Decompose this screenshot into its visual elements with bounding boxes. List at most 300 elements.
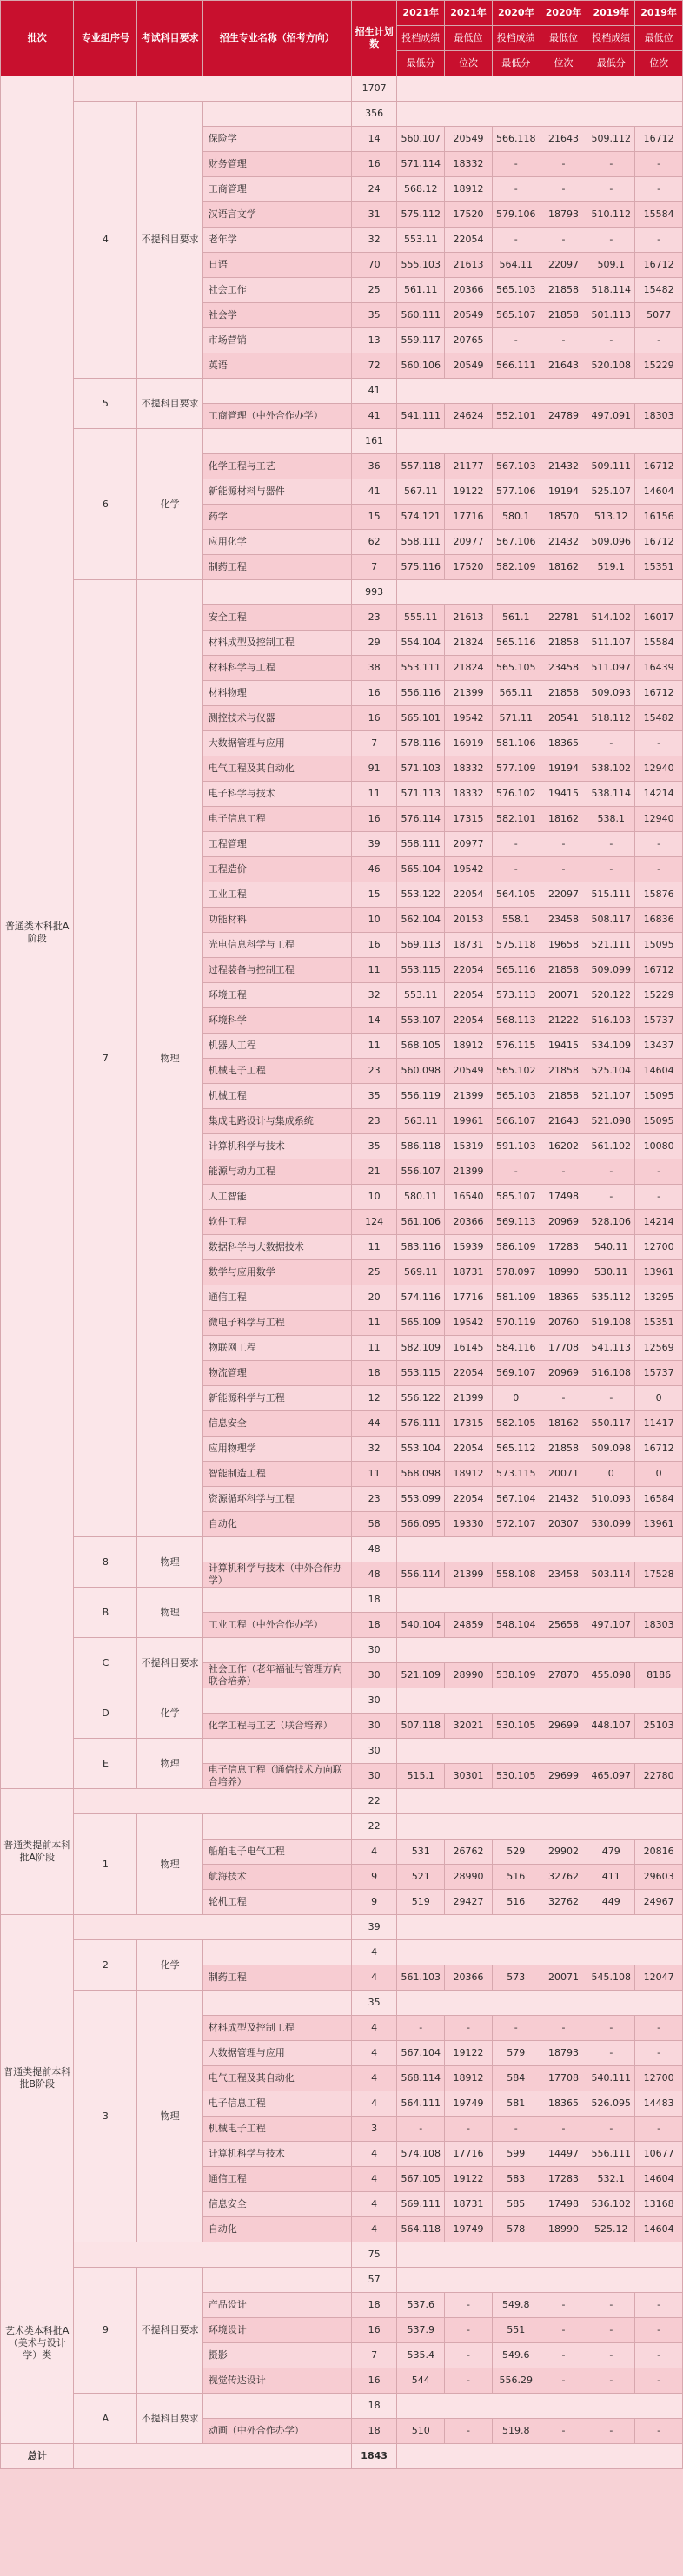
rank-2020-cell: 18162 [540,1411,587,1437]
score-2021-cell: 576.114 [397,807,445,832]
score-2020-cell: 549.6 [492,2343,540,2368]
score-2020-cell: 585.107 [492,1185,540,1210]
rank-2021-cell: 22054 [445,1361,493,1386]
score-2020-cell: 585 [492,2192,540,2217]
major-name-cell: 物流管理 [202,1361,351,1386]
major-name-cell: 集成电路设计与集成系统 [202,1109,351,1134]
grand-total-value: 1843 [351,2444,396,2469]
header-sub2: 最低分 [397,51,445,76]
rank-2021-cell: 19122 [445,479,493,505]
rank-2021-cell: 22054 [445,228,493,253]
score-2020-cell: 582.101 [492,807,540,832]
rank-2021-cell: 21613 [445,253,493,278]
empty-cell [202,429,351,454]
major-name-cell: 环境设计 [202,2318,351,2343]
major-name-cell: 工程管理 [202,832,351,857]
batch-total-row [1,1789,683,1814]
subject-req-cell: 不提科目要求 [137,102,202,379]
score-2021-cell: 519 [397,1890,445,1915]
rank-2021-cell: 16919 [445,731,493,756]
rank-2021-cell: 20549 [445,1059,493,1084]
score-2020-cell: 584.116 [492,1336,540,1361]
rank-2020-cell: 27870 [540,1663,587,1688]
rank-2019-cell: 15482 [635,278,683,303]
score-2019-cell: 538.102 [587,756,635,782]
rank-2020-cell: 21858 [540,1084,587,1109]
major-name-cell: 环境工程 [202,983,351,1008]
empty-cell [74,2242,351,2268]
grand-total-label: 总计 [1,2444,74,2469]
score-2021-cell: 571.113 [397,782,445,807]
score-2020-cell: - [492,228,540,253]
score-2021-cell: 565.104 [397,857,445,882]
major-name-cell: 电子科学与技术 [202,782,351,807]
rank-2020-cell: 23458 [540,908,587,933]
plan-count-cell: 13 [351,328,396,353]
rank-2019-cell: - [635,2318,683,2343]
score-2019-cell: 556.111 [587,2142,635,2167]
score-2019-cell: 514.102 [587,605,635,631]
empty-cell [397,1688,683,1714]
plan-count-cell: 9 [351,1865,396,1890]
score-2019-cell: 509.093 [587,681,635,706]
major-name-cell: 摄影 [202,2343,351,2368]
rank-2021-cell: 17716 [445,505,493,530]
rank-2019-cell: 14604 [635,2217,683,2242]
rank-2021-cell: 17716 [445,1285,493,1311]
subject-req-cell: 物理 [137,1814,202,1915]
group-total-value: 993 [351,580,396,605]
score-2019-cell: 511.097 [587,656,635,681]
plan-count-cell: 4 [351,2192,396,2217]
major-name-cell: 电子信息工程 [202,2091,351,2117]
score-2019-cell: - [587,2041,635,2066]
rank-2019-cell: 13961 [635,1260,683,1285]
rank-2021-cell: 22054 [445,1437,493,1462]
rank-2021-cell: 19122 [445,2167,493,2192]
plan-count-cell: 16 [351,681,396,706]
rank-2019-cell: - [635,1185,683,1210]
major-name-cell: 功能材料 [202,908,351,933]
major-name-cell: 保险学 [202,127,351,152]
empty-cell [397,580,683,605]
empty-cell [74,1789,351,1814]
rank-2019-cell: 14604 [635,479,683,505]
score-2020-cell: 564.105 [492,882,540,908]
rank-2019-cell: 0 [635,1462,683,1487]
score-2019-cell: 465.097 [587,1764,635,1789]
plan-count-cell: 7 [351,731,396,756]
plan-count-cell: 46 [351,857,396,882]
group-total-value: 57 [351,2268,396,2293]
score-2020-cell: 599 [492,2142,540,2167]
rank-2021-cell: 18731 [445,1260,493,1285]
rank-2021-cell: 21399 [445,1159,493,1185]
rank-2020-cell: 29699 [540,1714,587,1739]
group-no-cell: 6 [74,429,137,580]
empty-cell [397,2444,683,2469]
empty-cell [202,580,351,605]
subject-req-cell: 不提科目要求 [137,379,202,429]
rank-2020-cell: 21858 [540,631,587,656]
major-name-cell: 测控技术与仪器 [202,706,351,731]
plan-count-cell: 4 [351,2091,396,2117]
rank-2020-cell: 32762 [540,1865,587,1890]
major-name-cell: 机械工程 [202,1084,351,1109]
rank-2019-cell: 14214 [635,782,683,807]
group-total-row [1,429,683,454]
rank-2021-cell: 17520 [445,202,493,228]
rank-2019-cell: 14604 [635,1059,683,1084]
score-2020-cell: 556.29 [492,2368,540,2394]
rank-2019-cell: 14214 [635,1210,683,1235]
score-2020-cell: 581.106 [492,731,540,756]
rank-2021-cell: 21824 [445,656,493,681]
rank-2019-cell: 16712 [635,681,683,706]
subject-req-cell: 不提科目要求 [137,2394,202,2444]
plan-count-cell: 41 [351,404,396,429]
rank-2020-cell: 18990 [540,1260,587,1285]
rank-2021-cell: 21399 [445,1084,493,1109]
major-name-cell: 日语 [202,253,351,278]
score-2020-cell: 565.11 [492,681,540,706]
rank-2020-cell: 19194 [540,479,587,505]
top-total-row [1,76,683,102]
rank-2020-cell: 18162 [540,807,587,832]
major-name-cell: 安全工程 [202,605,351,631]
major-name-cell: 产品设计 [202,2293,351,2318]
score-2021-cell: - [397,2016,445,2041]
header-year: 2020年 [540,1,587,26]
score-2021-cell: 560.111 [397,303,445,328]
table-header [1,1,683,76]
header-sub2: 位次 [635,51,683,76]
rank-2020-cell: 20071 [540,983,587,1008]
rank-2021-cell: 28990 [445,1663,493,1688]
rank-2020-cell: 21643 [540,1109,587,1134]
plan-count-cell: 91 [351,756,396,782]
rank-2020-cell: - [540,2016,587,2041]
score-2021-cell: 568.098 [397,1462,445,1487]
rank-2020-cell: 21643 [540,127,587,152]
plan-count-cell: 31 [351,202,396,228]
score-2021-cell: 537.6 [397,2293,445,2318]
rank-2020-cell: - [540,328,587,353]
rank-2019-cell: 12940 [635,807,683,832]
score-2020-cell: 591.103 [492,1134,540,1159]
empty-cell [202,2394,351,2419]
rank-2019-cell: 13961 [635,1512,683,1537]
plan-count-cell: 25 [351,1260,396,1285]
score-2019-cell: 508.117 [587,908,635,933]
score-2020-cell: 566.118 [492,127,540,152]
empty-cell [397,1537,683,1562]
score-2021-cell: 521 [397,1865,445,1890]
score-2019-cell: 530.099 [587,1512,635,1537]
header-sub1: 最低位 [635,26,683,51]
score-2019-cell: 561.102 [587,1134,635,1159]
rank-2019-cell: 16584 [635,1487,683,1512]
plan-count-cell: 23 [351,1059,396,1084]
score-2021-cell: 507.118 [397,1714,445,1739]
rank-2019-cell: 15737 [635,1361,683,1386]
score-2021-cell: 556.114 [397,1562,445,1588]
score-2021-cell: 574.121 [397,505,445,530]
plan-count-cell: 32 [351,1437,396,1462]
rank-2021-cell: 16540 [445,1185,493,1210]
major-name-cell: 微电子科学与工程 [202,1311,351,1336]
batch-cell: 艺术类本科批A（美术与设计学）类 [1,2242,74,2444]
score-2021-cell: 571.114 [397,152,445,177]
score-2021-cell: 569.111 [397,2192,445,2217]
score-2021-cell: 560.107 [397,127,445,152]
major-name-cell: 材料成型及控制工程 [202,2016,351,2041]
plan-count-cell: 32 [351,228,396,253]
group-total-value: 161 [351,429,396,454]
major-name-cell: 大数据管理与应用 [202,731,351,756]
score-2020-cell: 575.118 [492,933,540,958]
rank-2020-cell: 25658 [540,1613,587,1638]
empty-cell [74,2444,351,2469]
rank-2020-cell: - [540,1386,587,1411]
group-total-row [1,1739,683,1764]
major-name-cell: 材料物理 [202,681,351,706]
rank-2019-cell: 15482 [635,706,683,731]
major-name-cell: 社会工作 [202,278,351,303]
plan-count-cell: 4 [351,2066,396,2091]
plan-count-cell: 16 [351,2368,396,2394]
score-2021-cell: 574.108 [397,2142,445,2167]
score-2021-cell: 565.101 [397,706,445,731]
rank-2021-cell: 20549 [445,303,493,328]
score-2019-cell: 455.098 [587,1663,635,1688]
major-name-cell: 电气工程及其自动化 [202,2066,351,2091]
rank-2021-cell: 18912 [445,2066,493,2091]
score-2019-cell: - [587,1386,635,1411]
score-2019-cell: 511.107 [587,631,635,656]
score-2019-cell: 536.102 [587,2192,635,2217]
rank-2020-cell: 18990 [540,2217,587,2242]
rank-2019-cell: 24967 [635,1890,683,1915]
rank-2020-cell: 18365 [540,1285,587,1311]
score-2021-cell: 557.118 [397,454,445,479]
empty-cell [397,1991,683,2016]
group-total-row [1,580,683,605]
score-2020-cell: 565.105 [492,656,540,681]
plan-count-cell: 23 [351,1109,396,1134]
plan-count-cell: 35 [351,303,396,328]
group-total-value: 41 [351,379,396,404]
score-2021-cell: 510 [397,2419,445,2444]
score-2020-cell: 586.109 [492,1235,540,1260]
rank-2021-cell: 21399 [445,681,493,706]
score-2020-cell: 565.116 [492,958,540,983]
major-name-cell: 工程造价 [202,857,351,882]
major-name-cell: 通信工程 [202,1285,351,1311]
score-2021-cell: 553.115 [397,958,445,983]
rank-2021-cell: 19961 [445,1109,493,1134]
score-2020-cell: 565.103 [492,278,540,303]
rank-2020-cell: 18793 [540,202,587,228]
rank-2019-cell: 16712 [635,530,683,555]
major-name-cell: 自动化 [202,2217,351,2242]
score-2020-cell: - [492,857,540,882]
major-name-cell: 工业工程 [202,882,351,908]
score-2020-cell: 583 [492,2167,540,2192]
rank-2021-cell: 20977 [445,530,493,555]
rank-2020-cell: 22097 [540,882,587,908]
score-2019-cell: 540.111 [587,2066,635,2091]
score-2021-cell: 531 [397,1840,445,1865]
rank-2020-cell: 24789 [540,404,587,429]
score-2019-cell: 528.106 [587,1210,635,1235]
score-2019-cell: - [587,1159,635,1185]
major-name-cell: 化学工程与工艺 [202,454,351,479]
rank-2020-cell: - [540,152,587,177]
rank-2020-cell: 19658 [540,933,587,958]
major-name-cell: 船舶电子电气工程 [202,1840,351,1865]
score-2021-cell: 586.118 [397,1134,445,1159]
score-2021-cell: 556.107 [397,1159,445,1185]
plan-count-cell: 11 [351,1336,396,1361]
group-no-cell: 8 [74,1537,137,1588]
rank-2020-cell: 18365 [540,2091,587,2117]
rank-2020-cell: 32762 [540,1890,587,1915]
rank-2019-cell: 13437 [635,1034,683,1059]
major-name-cell: 工商管理 [202,177,351,202]
score-2021-cell: 576.111 [397,1411,445,1437]
score-2019-cell: 515.111 [587,882,635,908]
rank-2020-cell: 21858 [540,278,587,303]
rank-2019-cell: 16439 [635,656,683,681]
score-2020-cell: 578.097 [492,1260,540,1285]
plan-count-cell: 35 [351,1084,396,1109]
empty-cell [397,102,683,127]
score-2021-cell: 535.4 [397,2343,445,2368]
score-2021-cell: 556.122 [397,1386,445,1411]
score-2021-cell: - [397,2117,445,2142]
major-name-cell: 制药工程 [202,555,351,580]
score-2019-cell: 545.108 [587,1965,635,1991]
batch-total-value: 75 [351,2242,396,2268]
rank-2019-cell: 15584 [635,202,683,228]
rank-2019-cell: - [635,177,683,202]
plan-count-cell: 35 [351,1134,396,1159]
group-total-row [1,2394,683,2419]
score-2020-cell: 567.103 [492,454,540,479]
group-no-cell: A [74,2394,137,2444]
plan-count-cell: 4 [351,2217,396,2242]
score-2019-cell: 521.098 [587,1109,635,1134]
top-total-value: 1707 [351,76,396,102]
group-total-row [1,1991,683,2016]
group-no-cell: D [74,1688,137,1739]
score-2021-cell: 561.106 [397,1210,445,1235]
plan-count-cell: 15 [351,882,396,908]
rank-2019-cell: 18303 [635,404,683,429]
rank-2021-cell: 15939 [445,1235,493,1260]
rank-2021-cell: - [445,2368,493,2394]
rank-2021-cell: 20765 [445,328,493,353]
score-2020-cell: 582.105 [492,1411,540,1437]
rank-2020-cell: 29902 [540,1840,587,1865]
score-2020-cell: 568.113 [492,1008,540,1034]
rank-2020-cell: 21858 [540,958,587,983]
rank-2020-cell: 17498 [540,2192,587,2217]
rank-2021-cell: 18912 [445,1462,493,1487]
score-2020-cell: 530.105 [492,1714,540,1739]
rank-2021-cell: 18332 [445,756,493,782]
rank-2020-cell: 16202 [540,1134,587,1159]
rank-2019-cell: - [635,832,683,857]
rank-2019-cell: 25103 [635,1714,683,1739]
score-2020-cell: 565.102 [492,1059,540,1084]
empty-cell [202,1739,351,1764]
subject-req-cell: 化学 [137,1688,202,1739]
plan-count-cell: 11 [351,1034,396,1059]
score-2019-cell: - [587,2016,635,2041]
score-2021-cell: 541.111 [397,404,445,429]
rank-2019-cell: 13295 [635,1285,683,1311]
major-name-cell: 环境科学 [202,1008,351,1034]
empty-cell [202,1814,351,1840]
score-2019-cell: 530.11 [587,1260,635,1285]
rank-2020-cell: 17283 [540,1235,587,1260]
major-name-cell: 新能源材料与器件 [202,479,351,505]
rank-2021-cell: - [445,2419,493,2444]
score-2019-cell: 525.104 [587,1059,635,1084]
score-2019-cell: 509.111 [587,454,635,479]
rank-2019-cell: - [635,152,683,177]
score-2019-cell: - [587,228,635,253]
group-total-row [1,1638,683,1663]
rank-2019-cell: 11417 [635,1411,683,1437]
score-2019-cell: 509.1 [587,253,635,278]
score-2021-cell: 544 [397,2368,445,2394]
score-2019-cell: 509.098 [587,1437,635,1462]
grand-total-row [1,2444,683,2469]
score-2019-cell: - [587,2293,635,2318]
batch-cell: 普通类提前本科批A阶段 [1,1789,74,1915]
rank-2019-cell: 15229 [635,983,683,1008]
rank-2021-cell: 20549 [445,127,493,152]
rank-2021-cell: 32021 [445,1714,493,1739]
empty-cell [397,1739,683,1764]
rank-2020-cell: 17498 [540,1185,587,1210]
major-name-cell: 软件工程 [202,1210,351,1235]
empty-cell [397,2394,683,2419]
plan-count-cell: 11 [351,1235,396,1260]
rank-2021-cell: 28990 [445,1865,493,1890]
header-year: 2020年 [492,1,540,26]
empty-cell [202,102,351,127]
major-name-cell: 视觉传达设计 [202,2368,351,2394]
rank-2020-cell: 23458 [540,656,587,681]
score-2019-cell: - [587,2419,635,2444]
major-name-cell: 数据科学与大数据技术 [202,1235,351,1260]
rank-2020-cell: - [540,228,587,253]
rank-2020-cell: 21432 [540,530,587,555]
score-2021-cell: 559.117 [397,328,445,353]
rank-2019-cell: 16712 [635,958,683,983]
header-sub2: 位次 [540,51,587,76]
score-2021-cell: 560.106 [397,353,445,379]
empty-cell [202,1537,351,1562]
rank-2020-cell: 21643 [540,353,587,379]
score-2021-cell: 567.104 [397,2041,445,2066]
major-name-cell: 能源与动力工程 [202,1159,351,1185]
rank-2021-cell: 21613 [445,605,493,631]
